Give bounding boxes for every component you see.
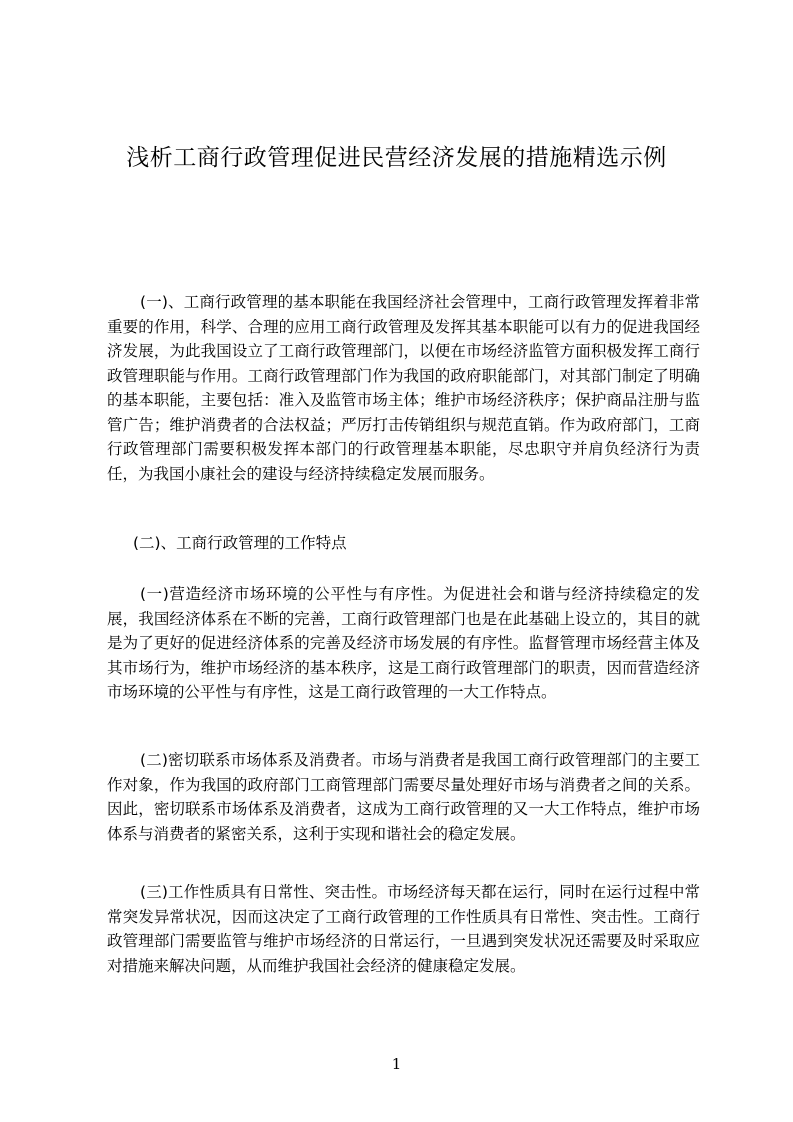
paragraph-daily-sudden: (三)工作性质具有日常性、突击性。市场经济每天都在运行，同时在运行过程中常常突发异常状况，因而这决定了工商行政管理的工作性质具有日常性、突击性。工商行政管理部门需要监管与维护市场经济的日常运行，一旦遇到突发状况还需要及时采取应对措施来解决问题，从而维护我国社会经济的健康稳定发展。: [107, 883, 700, 975]
paragraph-basic-functions: (一)、工商行政管理的基本职能在我国经济社会管理中，工商行政管理发挥着非常重要的作用，科学、合理的应用工商行政管理及发挥其基本职能可以有力的促进我国经济发展，为此我国设立了工商行政管理部门，以便在市场经济监管方面积极发挥工商行政管理职能与作用。工商行政管理部门作为我国的政府职能部门，对其部门制定了明确的基本职能，主要包括：准入及监管市场主体；维护市场经济秩序；保护商品注册与监管广告；维护消费者的合法权益；严厉打击传销组织与规范直销。作为政府部门，工商行政管理部门需要积极发挥本部门的行政管理基本职能，尽忠职守并肩负经济行为责任，为我国小康社会的建设与经济持续稳定发展而服务。: [107, 293, 700, 483]
paragraph-fairness-order: (一)营造经济市场环境的公平性与有序性。为促进社会和谐与经济持续稳定的发展，我国经济体系在不断的完善，工商行政管理部门也是在此基础上设立的，其目的就是为了更好的促进经济体系的完善及经济市场发展的有序性。监督管理市场经营主体及其市场行为，维护市场经济的基本秩序，这是工商行政管理部门的职责，因而营造经济市场环境的公平性与有序性，这是工商行政管理的一大工作特点。: [107, 585, 700, 701]
page-title: 浅析工商行政管理促进民营经济发展的措施精选示例: [126, 145, 667, 171]
page-number: 1: [391, 1055, 402, 1073]
paragraph-market-consumers: (二)密切联系市场体系及消费者。市场与消费者是我国工商行政管理部门的主要工作对象，作为我国的政府部门工商管理部门需要尽量处理好市场与消费者之间的关系。因此，密切联系市场体系及消费者，这成为工商行政管理的又一大工作特点，维护市场体系与消费者的紧密关系，这利于实现和谐社会的稳定发展。: [107, 751, 700, 843]
section-heading-work-features: (二)、工商行政管理的工作特点: [133, 534, 347, 552]
